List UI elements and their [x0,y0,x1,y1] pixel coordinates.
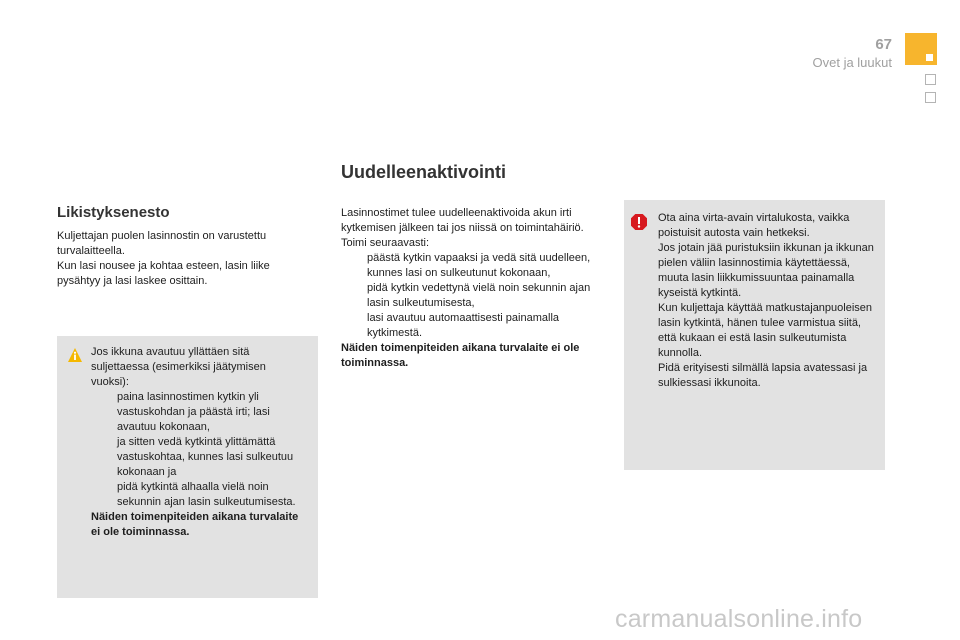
watermark: carmanualsonline.info [615,605,863,633]
reactivation-note: Näiden toimenpiteiden aikana turvalaite ei ole toiminnassa. [341,342,580,369]
chapter-tab-active[interactable] [905,33,937,65]
warning-content [658,211,878,391]
paragraph: Pidä erityisesti silmällä lapsia avatessasi ja sulkiessasi ikkunoita. [658,362,868,389]
anti-pinch-intro [57,229,302,289]
paragraph: Kun kuljettaja käyttää matkustajanpuoleisen lasin kytkintä, hänen tulee varmistua siitä, että kukaan ei estä lasin sulkeutumista kunnolla. [658,302,873,359]
info-note: Näiden toimenpiteiden aikana turvalaite ei ole toiminnassa. [91,511,299,538]
info-icon [67,347,83,363]
info-box-content [91,345,306,540]
list-item: lasi avautuu automaattisesti painamalla kytkimestä. [367,312,560,339]
paragraph: Kuljettajan puolen lasinnostin on varustettu turvalaitteella. [57,230,267,257]
info-bullet-list [91,390,306,510]
paragraph: Kun lasi nousee ja kohtaa esteen, lasin liike pysähtyy ja lasi laskee osittain. [57,260,270,287]
section-name: Ovet ja luukut [812,55,892,70]
list-item: pidä kytkin vedettynä vielä noin sekunnin ajan lasin sulkeutumisesta, [367,282,591,309]
paragraph: Lasinnostimet tulee uudelleenaktivoida akun irti kytkemisen jälkeen tai jos niissä on toimintahäiriö. Toimi seuraavasti: [341,207,584,249]
list-item: paina lasinnostimen kytkin yli vastuskohdan ja päästä irti; lasi avautuu kokonaan, [117,391,270,433]
warning-icon [630,213,648,231]
paragraph: Ota aina virta-avain virtalukosta, vaikka poistuisit autosta vain hetkeksi. [658,212,850,239]
page-number: 67 [875,36,892,53]
list-item: pidä kytkintä alhaalla vielä noin sekunnin ajan lasin sulkeutumisesta. [117,481,296,508]
info-intro: Jos ikkuna avautuu yllättäen sitä suljettaessa (esimerkiksi jäätymisen vuoksi): [91,346,266,388]
reactivation-bullet-list [341,251,601,341]
chapter-tab[interactable] [925,92,936,103]
section-heading-reactivation: Uudelleenaktivointi [341,162,507,182]
list-item: päästä kytkin vapaaksi ja vedä sitä uudelleen, kunnes lasi on sulkeutunut kokonaan, [367,252,591,279]
reactivation-content [341,206,601,371]
chapter-tab[interactable] [925,74,936,85]
list-item: ja sitten vedä kytkintä ylittämättä vastuskohtaa, kunnes lasi sulkeutuu kokonaan ja [117,436,294,478]
paragraph: Jos jotain jää puristuksiin ikkunan ja ikkunan pielen väliin lasinnostimia käytettäessä, muuta lasin liikkumissuuntaa painamalla kyseistä kytkintä. [658,242,874,299]
section-heading-anti-pinch: Likistyksenesto [57,204,170,221]
